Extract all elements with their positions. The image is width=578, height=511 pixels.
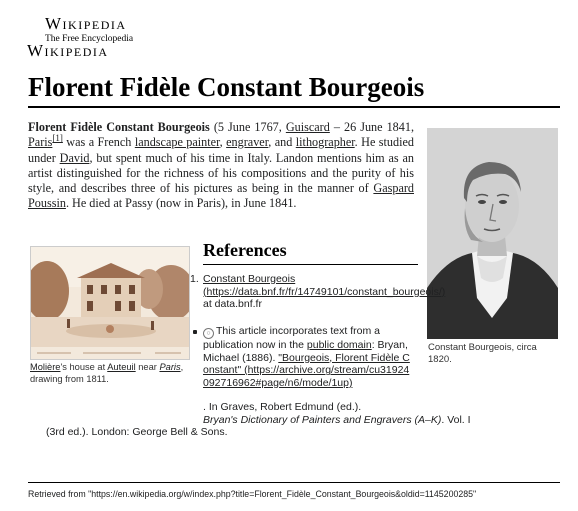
reference-2-end: (3rd ed.). London: George Bell & Sons. [46,426,228,438]
lead-paragraph [28,120,414,212]
footer-divider [28,482,560,483]
link-moliere[interactable]: Molière [30,362,61,372]
link-guiscard[interactable]: Guiscard [285,120,330,134]
ref1-link[interactable]: Constant Bourgeois (https://data.bnf.fr/fr/14749101/constant_bourgeois/) [203,273,446,298]
lead-text: , but spent much of his time in Italy. Landon mentions him as an artist distinguished for the richness of his compositions and the purity of his style, and describes three of his pictures as being in the manner of [28,150,415,196]
link-landscape-painter[interactable]: landscape painter [134,135,220,150]
lead-text: . He died at Passy (now in Paris), in June 1841. [65,196,297,211]
lead-text: was a French [62,135,135,150]
page-title: Florent Fidèle Constant Bourgeois [28,72,425,102]
reference-2 [203,325,413,389]
portrait-caption: Constant Bourgeois, circa 1820. [428,342,537,365]
lead-text: – 26 June 1841, [329,120,415,134]
references-heading: References [203,240,287,260]
link-paris-caption[interactable]: Paris [159,362,181,372]
references-divider [203,264,418,265]
citation-link[interactable]: [1] [52,133,63,144]
ref1-number: 1. [190,273,199,285]
wikipedia-tagline: The Free Encyclopedia [45,34,134,44]
lead-text: , and [268,135,296,150]
ref2-text: . In Graves, Robert Edmund (ed.). [203,401,362,413]
lead-text: , [219,135,227,150]
ref2-text: This article incorporates text from a publication now in the [203,325,380,351]
link-david[interactable]: David [59,150,90,165]
lead-name: Florent Fidèle Constant Bourgeois [28,120,210,134]
ref2-text: : Bryan, Michael (1886). [203,339,408,364]
portrait-image[interactable] [427,128,558,339]
public-domain-icon: ○ [203,328,214,339]
caption-text: 's house at [60,362,108,372]
reference-1 [203,273,446,311]
link-public-domain[interactable]: public domain [306,339,372,351]
caption-text: , drawing from 1811. [30,362,184,384]
reference-2-continued [203,401,563,426]
link-gaspard-poussin[interactable]: Gaspard Poussin [28,181,414,211]
wikipedia-wordmark-alt[interactable]: Wikipedia [27,41,109,60]
lead-text: (5 June 1767, [209,120,286,134]
list-bullet [193,330,197,334]
house-drawing-image[interactable] [30,246,190,360]
title-divider [28,106,560,108]
link-lithographer[interactable]: lithographer [295,135,355,150]
house-caption [30,362,188,385]
link-auteuil[interactable]: Auteuil [107,362,136,372]
ref2-link[interactable]: "Bourgeois, Florent Fidèle Constant" (https://archive.org/stream/cu31924092716962#page/n6/mode/1up) [203,351,410,389]
link-engraver[interactable]: engraver [226,135,269,150]
wikipedia-wordmark[interactable]: Wikipedia [45,14,127,33]
ref1-tail: at data.bnf.fr [203,298,262,311]
ref2-book-title: Bryan's Dictionary of Painters and Engravers (A–K) [203,413,442,426]
ref2-text: . Vol. I [441,413,471,426]
link-paris[interactable]: Paris [28,135,53,150]
retrieved-from-footer[interactable]: Retrieved from "https://en.wikipedia.org/w/index.php?title=Florent_Fidèle_Constant_Bourgeois&oldid=1145200285" [28,489,477,499]
caption-text: near [135,362,160,372]
lead-text: . He studied under [28,135,414,165]
